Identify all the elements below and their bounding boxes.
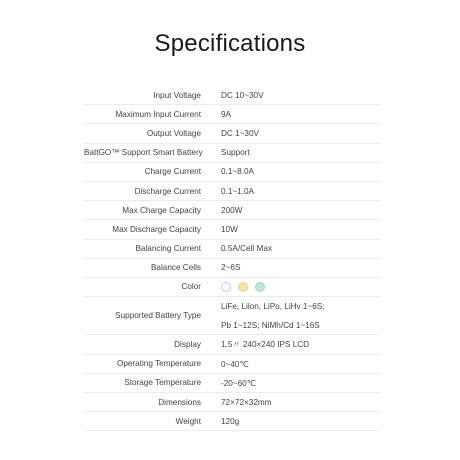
spec-label: Max Charge Capacity — [122, 205, 201, 215]
spec-value-line-2: Pb 1~12S; NiMh/Cd 1~16S — [221, 320, 320, 330]
spec-row-storage-temperature — [84, 374, 380, 393]
spec-row-discharge-current — [84, 182, 380, 201]
spec-value: Support — [221, 148, 250, 158]
spec-row-operating-temperature — [84, 355, 380, 374]
spec-row-maximum-input-current — [84, 105, 380, 124]
spec-value: DC 10~30V — [221, 90, 264, 100]
spec-label: Input Voltage — [153, 90, 201, 100]
spec-value: 9A — [221, 109, 232, 119]
spec-row-weight — [84, 412, 380, 431]
specifications-table — [84, 86, 380, 431]
spec-row-max-charge-capacity — [84, 201, 380, 220]
spec-label: Maximum Input Current — [115, 109, 201, 119]
spec-value: 0~40℃ — [221, 359, 249, 369]
spec-value: 0.5A/Cell Max — [221, 244, 272, 254]
spec-value: 120g — [221, 416, 240, 426]
color-swatches — [221, 282, 380, 292]
spec-row-battgo-support — [84, 144, 380, 163]
spec-label: Max Discharge Capacity — [112, 224, 201, 234]
spec-row-balancing-current — [84, 240, 380, 259]
spec-value: 0.1~1.0A — [221, 186, 255, 196]
spec-label: Balancing Current — [135, 244, 201, 254]
spec-label: Storage Temperature — [124, 378, 201, 388]
spec-label: Dimensions — [158, 397, 201, 407]
spec-row-supported-battery-type — [84, 297, 380, 335]
spec-value: 2~6S — [221, 263, 241, 273]
spec-row-max-discharge-capacity — [84, 220, 380, 239]
color-swatch-yellow — [238, 282, 248, 292]
spec-value: 10W — [221, 224, 238, 234]
spec-row-color — [84, 278, 380, 297]
spec-value: 1.5〃 240×240 IPS LCD — [221, 340, 310, 350]
spec-value: 200W — [221, 205, 243, 215]
spec-label: Color — [181, 282, 201, 292]
color-swatch-mint — [255, 282, 265, 292]
spec-value: -20~60℃ — [221, 378, 256, 388]
spec-value: DC 1~30V — [221, 128, 260, 138]
spec-row-display — [84, 335, 380, 354]
spec-value: LiFe, Lilon, LiPo, LiHv 1~6S; — [221, 301, 325, 311]
spec-label: Weight — [175, 416, 201, 426]
spec-label: BattGO™ Support Smart Battery — [84, 148, 203, 158]
spec-row-dimensions — [84, 393, 380, 412]
spec-row-output-voltage — [84, 124, 380, 143]
spec-label: Charge Current — [144, 167, 201, 177]
spec-row-input-voltage — [84, 86, 380, 105]
spec-row-charge-current — [84, 163, 380, 182]
spec-label: Supported Battery Type — [115, 311, 201, 321]
page-title: Specifications — [154, 30, 306, 57]
spec-label: Operating Temperature — [116, 359, 201, 369]
spec-label: Display — [174, 340, 201, 350]
spec-value: 0.1~8.0A — [221, 167, 255, 177]
spec-value: 72×72×32mm — [221, 397, 272, 407]
spec-label: Balance Cells — [150, 263, 201, 273]
spec-value-group — [221, 297, 380, 334]
spec-row-balance-cells — [84, 259, 380, 278]
spec-label: Discharge Current — [134, 186, 201, 196]
color-swatch-white — [221, 282, 231, 292]
spec-label: Output Voltage — [146, 128, 201, 138]
